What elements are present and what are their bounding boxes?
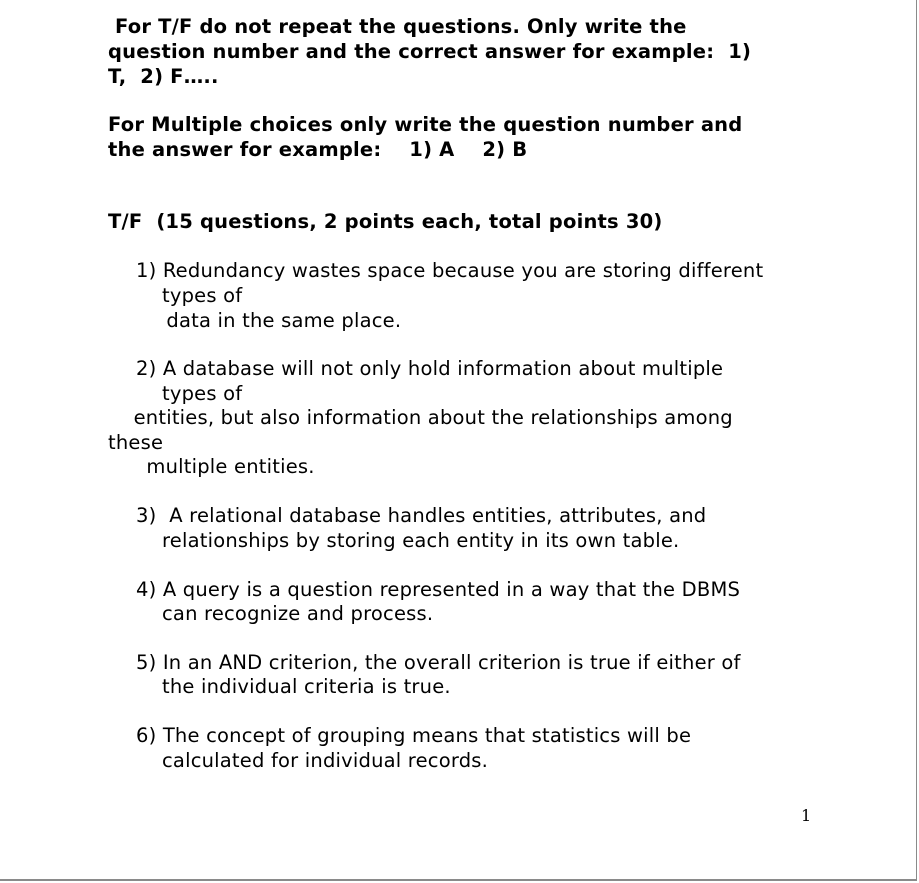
question-2-line-1: 2) A database will not only hold information about multiple (136, 357, 724, 380)
question-5-line-2: the individual criteria is true. (162, 675, 451, 698)
question-6-line-2: calculated for individual records. (162, 749, 489, 772)
question-4-line-1: 4) A query is a question represented in a way that the DBMS (136, 578, 741, 601)
question-2-line-4: these (108, 431, 164, 454)
mc-instruction-line-2: the answer for example: 1) A 2) B (108, 138, 528, 161)
section-heading: T/F (15 questions, 2 points each, total points 30) (108, 210, 663, 233)
question-3-line-2: relationships by storing each entity in its own table. (162, 529, 680, 552)
tf-instruction-line-2: question number and the correct answer for example: 1) (108, 40, 752, 63)
question-2-line-3: entities, but also information about the relationships among (108, 406, 733, 429)
question-5-line-1: 5) In an AND criterion, the overall criterion is true if either of (136, 651, 741, 674)
question-1-line-3: data in the same place. (160, 309, 402, 332)
question-3-line-1: 3) A relational database handles entities, attributes, and (136, 504, 707, 527)
question-4-line-2: can recognize and process. (162, 602, 434, 625)
question-1-line-2: types of (162, 284, 243, 307)
page-edge-bottom (0, 879, 917, 881)
page-edge-right (916, 0, 917, 879)
question-1-line-1: 1) Redundancy wastes space because you are storing different (136, 259, 764, 282)
page-number: 1 (801, 806, 812, 825)
question-2-line-2: types of (162, 382, 243, 405)
tf-instruction-line-3: T, 2) F….. (108, 65, 219, 88)
question-6-line-1: 6) The concept of grouping means that statistics will be (136, 724, 692, 747)
mc-instruction-line-1: For Multiple choices only write the question number and (108, 113, 743, 136)
question-2-line-5: multiple entities. (108, 455, 315, 478)
tf-instruction-line-1: For T/F do not repeat the questions. Only write the (108, 15, 687, 38)
